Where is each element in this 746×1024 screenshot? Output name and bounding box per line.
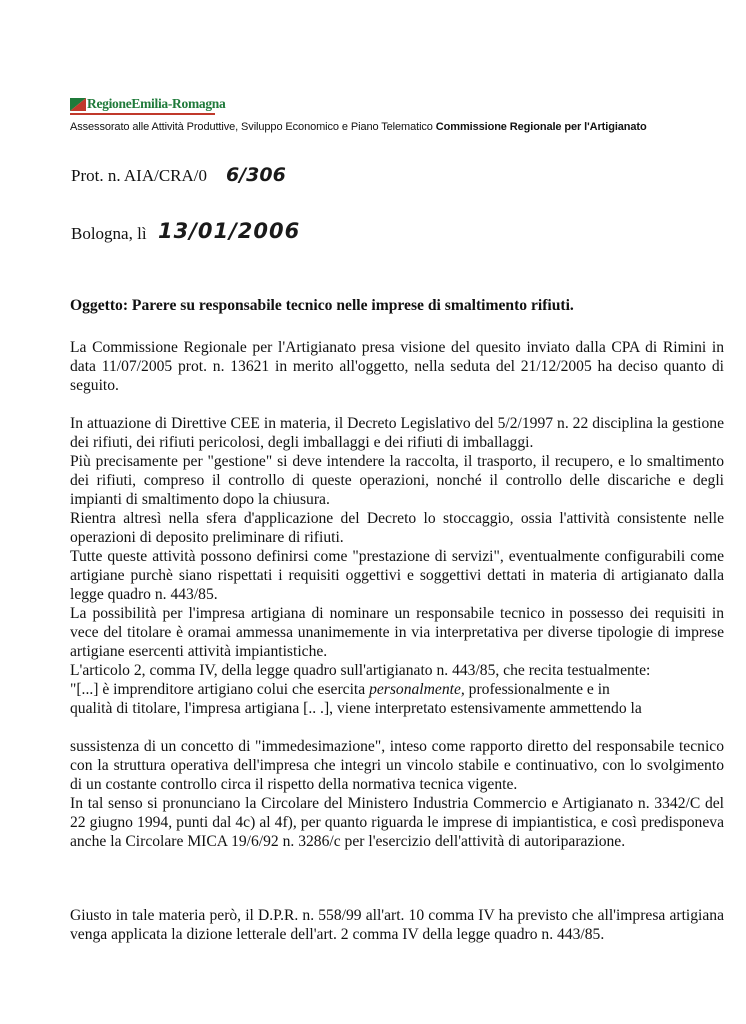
- closing-text: Giusto in tale materia però, il D.P.R. n. 558/99 all'art. 10 comma IV ha previsto che all'impresa artigiana venga applicata la dizione letterale dell'art. 2 comma IV della legge quadro n. 443/85.: [70, 907, 724, 943]
- body-sentence-3: Rientra altresì nella sfera d'applicazione del Decreto lo stoccaggio, ossia l'attività consistente nelle operazioni di deposito preliminare di rifiuti.: [70, 510, 724, 546]
- logo-text: RegioneEmilia-Romagna: [87, 96, 226, 111]
- main-body: [70, 414, 724, 851]
- assessorato-line: [70, 121, 647, 133]
- page-break-gap: [70, 718, 724, 737]
- quote-part-emphasis: personalmente,: [369, 681, 465, 698]
- body-sentence-4: Tutte queste attività possono definirsi come "prestazione di servizi", eventualmente configurabili come artigiane purchè siano rispettati i requisiti oggettivi e soggettivi dettati in materia di artigianato dalla legge quadro n. 443/85.: [70, 548, 724, 603]
- logo-underline: [70, 113, 215, 115]
- protocol-label: Prot. n. AIA/CRA/0: [71, 166, 208, 185]
- closing-paragraph: [70, 906, 724, 944]
- intro-text: La Commissione Regionale per l'Artigianato presa visione del quesito inviato dalla CPA di Rimini in data 11/07/2005 prot. n. 13621 in merito all'oggetto, nella seduta del 21/12/2005 ha deciso quanto di seguito.: [70, 339, 724, 394]
- body-sentence-8: In tal senso si pronunciano la Circolare del Ministero Industria Commercio e Artigianato n. 3342/C del 22 giugno 1994, punti dal 4c) al 4f), per quanto riguarda le imprese di impiantistica, e così predisponeva anche la Circolare MICA 19/6/92 n. 3286/c per l'esercizio dell'attività di autoriparazione.: [70, 795, 724, 850]
- region-emblem-icon: [70, 98, 86, 111]
- quote-part-c: professionalmente e in: [464, 681, 610, 698]
- commissione-name: Commissione Regionale per l'Artigianato: [435, 121, 647, 133]
- assessorato-name: Assessorato alle Attività Produttive, Sviluppo Economico e Piano Telematico: [70, 121, 433, 133]
- body-sentence-7: sussistenza di un concetto di "immedesimazione", inteso come rapporto diretto del responsabile tecnico con la struttura operativa dell'impresa che integri un vincolo stabile e continuativo, con lo svolgimento di un costante controllo circa il rispetto della normativa tecnica vigente.: [70, 738, 724, 793]
- body-sentence-5: La possibilità per l'impresa artigiana di nominare un responsabile tecnico in possesso dei requisiti in vece del titolare è oramai ammessa unanimemente in via interpretativa per diverse tipologie di imprese artigiane esercenti attività impiantistiche.: [70, 605, 724, 660]
- quote-part-a: "[...] è imprenditore artigiano colui che esercita: [70, 681, 370, 698]
- quote-line-2: qualità di titolare, l'impresa artigiana [.. .], viene interpretato estensivamente ammettendo la: [70, 700, 642, 717]
- body-sentence-6: L'articolo 2, comma IV, della legge quadro sull'artigianato n. 443/85, che recita testualmente:: [70, 662, 651, 679]
- region-logo: [70, 96, 225, 112]
- place-label: Bologna, lì: [71, 224, 147, 243]
- body-sentence-1: In attuazione di Direttive CEE in materia, il Decreto Legislativo del 5/2/1997 n. 22 disciplina la gestione dei rifiuti, dei rifiuti pericolosi, degli imballaggi e dei rifiuti di imballaggi.: [70, 415, 724, 451]
- intro-paragraph: [70, 338, 724, 395]
- subject-line: Oggetto: Parere su responsabile tecnico nelle imprese di smaltimento rifiuti.: [70, 297, 574, 314]
- handwritten-date: 13/01/2006: [158, 219, 301, 243]
- body-sentence-2: Più precisamente per "gestione" si deve intendere la raccolta, il trasporto, il recupero, e lo smaltimento dei rifiuti, compreso il controllo di queste operazioni, nonché il controllo delle discariche e degli impianti di smaltimento dopo la chiusura.: [70, 453, 724, 508]
- protocol-handwritten-number: 6/306: [226, 164, 286, 186]
- quote-line-1: [70, 680, 724, 699]
